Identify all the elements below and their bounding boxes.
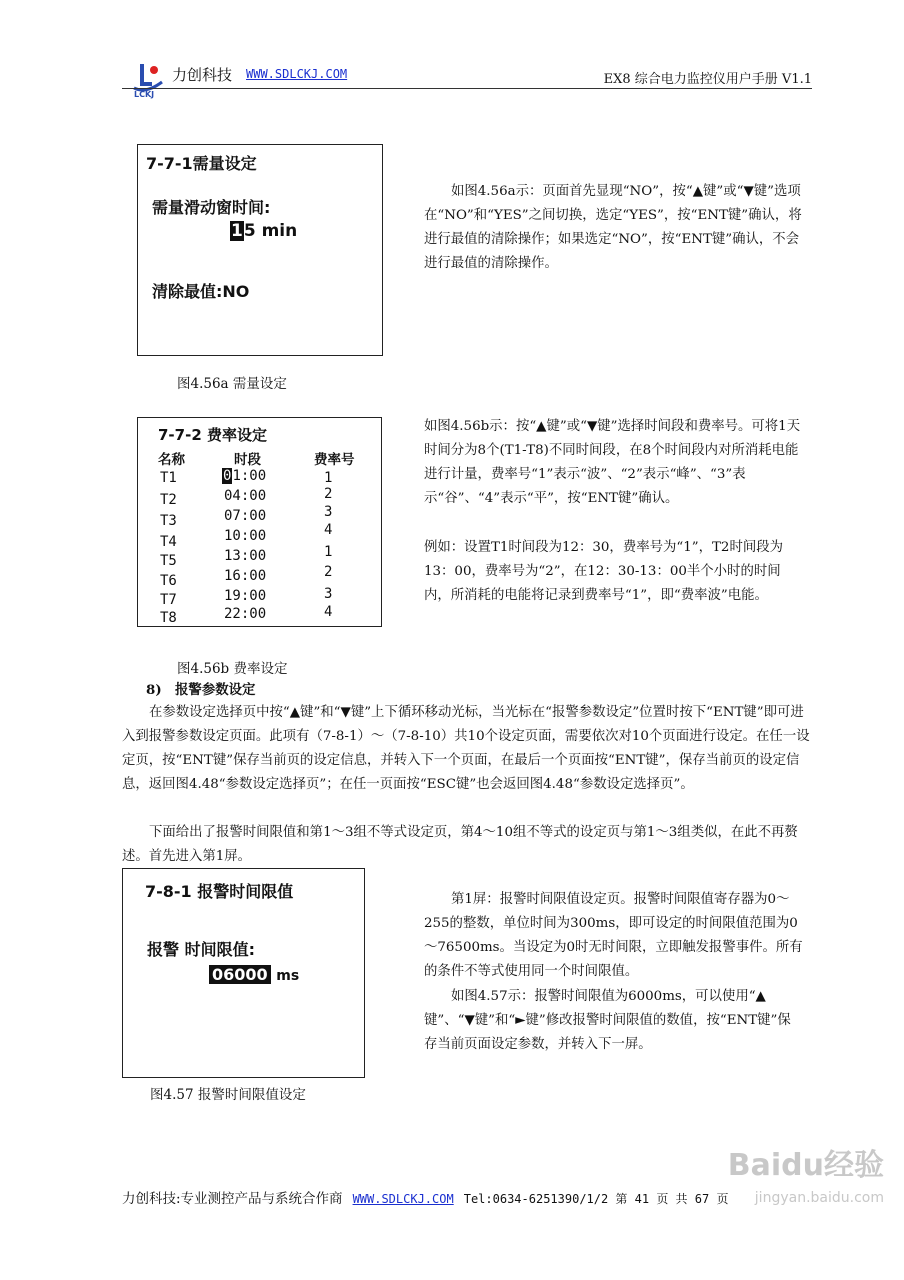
row-name: T5 [160,553,177,569]
row-name: T3 [160,513,177,529]
lcd-label-window: 需量滑动窗时间: [152,198,271,217]
logo-text: LCKJ [134,90,155,99]
col-name-header: 名称 [158,452,185,468]
row-time: 10:00 [224,528,267,544]
section-para-1: 在参数设定选择页中按“▲键”和“▼键”上下循环移动光标，当光标在“报警参数设定”位置时按下“ENT键”即可进入到报警参数设定页面。此项有（7-8-1）～（7-8-10）共10个设定页面，需要依次对10个页面进行设定。在任一设定页，按“ENT键”保存当前页的设定信息，并转入下一个页面，在最后一个页面按“ENT键”，保存当前页的设定信息，返回图4.48“参数设定选择页”；在任一页面按“ESC键”也会返回图4.48“参数设定选择页”。 [122,705,810,792]
row-rate: 4 [324,604,333,620]
footer-url-link[interactable]: WWW.SDLCKJ.COM [352,1192,454,1206]
lcd-cursor: 0 [223,468,232,484]
lcd-rate-setting [137,417,382,627]
lcd-value-field: 06000 [209,965,271,984]
row-time-rest: 1:00 [232,468,267,484]
caption-456b: 图4.56b 费率设定 [177,661,288,677]
row-time: 19:00 [224,588,267,604]
manual-title: EX8 综合电力监控仪用户手册 V1.1 [603,72,812,87]
header-url-link[interactable]: WWW.SDLCKJ.COM [246,67,348,81]
row-time: 04:00 [224,488,267,504]
row-time [222,468,266,484]
row-rate: 2 [324,564,333,580]
lcd-alarm-value [209,965,299,984]
lcd-label-alarm: 报警 时间限值: [147,940,255,959]
row-name: T7 [160,592,177,608]
row-time: 07:00 [224,508,267,524]
row-name: T4 [160,534,177,550]
row-name: T2 [160,492,177,508]
section-heading: 8) 报警参数设定 [146,682,256,698]
row-rate: 3 [324,586,333,602]
row-rate: 1 [324,544,333,560]
desc-457-1: 第1屏：报警时间限值设定页。报警时间限值寄存器为0～255的整数，单位时间为300ms，即可设定的时间限值范围为0～76500ms。当设定为0时无时间限，立即触发报警事件。所有的条件不等式使用同一个时间限值。 [424,892,803,979]
section-para-2: 下面给出了报警时间限值和第1～3组不等式设定页，第4～10组不等式的设定页与第1～3组类似，在此不再赘述。首先进入第1屏。 [122,825,798,864]
col-time-header: 时段 [234,452,261,468]
lcd-demand-setting [137,144,383,356]
desc-456b-2: 例如：设置T1时间段为12：30，费率号为“1”，T2时间段为13：00，费率号为“2”，在12：30-13：00半个小时的时间内，所消耗的电能将记录到费率号“1”，即“费率波”电能。 [424,540,784,603]
caption-456a: 图4.56a 需量设定 [177,376,287,392]
brand-name: 力创科技 [172,66,233,84]
lcd-title: 7-7-1需量设定 [146,154,257,173]
lcd-alarm-time-limit [122,868,365,1078]
footer-tel-page: Tel:0634-6251390/1/2 第 41 页 共 67 页 [463,1192,729,1206]
col-rate-header: 费率号 [314,452,355,468]
lcd-label-clear: 清除最值:NO [152,282,250,301]
lcd-window-value-rest: 5 min [243,221,298,241]
row-time: 22:00 [224,606,267,622]
lcd-cursor: 1 [231,221,243,241]
row-rate: 1 [324,470,333,486]
row-rate: 3 [324,504,333,520]
lcd-title: 7-8-1 报警时间限值 [145,882,294,901]
desc-456a: 如图4.56a示：页面首先显现“NO”，按“▲键”或“▼键”选项在“NO”和“YES”之间切换，选定“YES”，按“ENT键”确认，将进行最值的清除操作；如果选定“NO”，按“ENT键”确认，不会进行最值的清除操作。 [424,184,802,271]
row-rate: 2 [324,486,333,502]
row-name: T1 [160,470,177,486]
footer-slogan: 力创科技:专业测控产品与系统合作商 [122,1191,343,1207]
watermark-brand: Baidu经验 [727,1148,884,1183]
lcd-title: 7-7-2 费率设定 [158,426,267,444]
watermark [728,1140,884,1206]
watermark-url: jingyan.baidu.com [754,1190,884,1206]
row-time: 13:00 [224,548,267,564]
row-rate: 4 [324,522,333,538]
row-time: 16:00 [224,568,267,584]
lcd-unit: ms [276,968,300,984]
row-name: T6 [160,573,177,589]
footer [122,1187,728,1207]
row-name: T8 [160,610,177,626]
caption-457: 图4.57 报警时间限值设定 [150,1087,306,1103]
desc-457-2: 如图4.57示：报警时间限值为6000ms，可以使用“▲键”、“▼键”和“►键”修改报警时间限值的数值，按“ENT键”保存当前页面设定参数，并转入下一屏。 [424,989,791,1052]
lcd-window-value [230,221,297,241]
desc-456b-1: 如图4.56b示：按“▲键”或“▼键”选择时间段和费率号。可将1天时间分为8个(T1-T8)不同时间段，在8个时间段内对所消耗电能进行计量，费率号“1”表示“波”、“2”表示“峰”、“3”表示“谷”、“4”表示“平”，按“ENT键”确认。 [424,419,801,506]
header-divider [122,88,812,89]
